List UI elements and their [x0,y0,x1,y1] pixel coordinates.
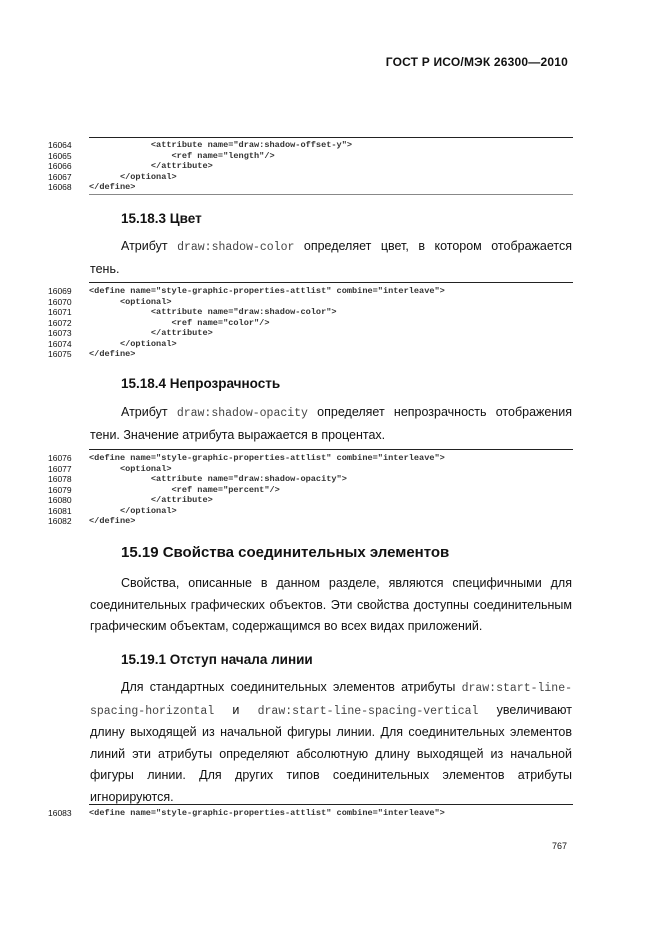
code-line: 16076 <define name="style-graphic-properties-attlist" combine="interleave"> [48,453,445,463]
code-line: 16068 </define> [48,182,136,192]
section-heading-15-19-1: 15.19.1 Отступ начала линии [121,652,313,667]
code-line: 16074 </optional> [48,338,177,349]
code-line: 16066 </attribute> [48,161,213,171]
section-heading-15-18-4: 15.18.4 Непрозрачность [121,376,281,391]
code-line: 16082 </define> [48,516,136,526]
code-line: 16069 <define name="style-graphic-properties-attlist" combine="interleave"> [48,286,445,296]
paragraph-15-19-1: Для стандартных соединительных элементов атрибуты draw:start-line- spacing-horizontal и draw:start-line-spacing-vertical увеличивают длину выходящей из начальной фигуры линии. Для соединительных элементов линий эти атрибуты определяют абсолютную длину выходящей из начальной фигуры линии. Для других типов соединительных элементов атрибуты игнорируются. [90,680,573,804]
paragraph-15-18-4: Атрибут draw:shadow-opacity определяет непрозрачность отображения тени. Значение атрибута выражается в процентах. [90,405,572,442]
section-heading-15-18-3: 15.18.3 Цвет [121,211,202,226]
code-rule-top [89,804,573,805]
code-line: 16065 <ref name="length"/> [48,150,275,161]
code-block-4 [48,804,573,819]
code-line: 16073 </attribute> [48,328,213,338]
code-rule-bottom [89,194,573,195]
code-rule-top [89,449,573,450]
code-block-3 [48,449,573,527]
code-line: 16071 <attribute name="draw:shadow-color"> [48,307,337,317]
code-line: 16067 </optional> [48,171,177,182]
code-rule-top [89,137,573,138]
code-line: 16080 </attribute> [48,495,213,505]
code-line: 16081 </optional> [48,505,177,516]
code-line: 16078 <attribute name="draw:shadow-opacity"> [48,474,347,484]
code-line: 16064 <attribute name="draw:shadow-offset-y"> [48,140,353,150]
paragraph-15-18-3: Атрибут draw:shadow-color определяет цвет, в котором отображается тень. [90,239,572,276]
code-line: 16079 <ref name="percent"/> [48,484,280,495]
paragraph-15-19: Свойства, описанные в данном разделе, являются специфичными для соединительных графических объектов. Эти свойства доступны соединительным графическим объектам, содержащимся во всех видах приложений. [90,576,572,633]
document-header: ГОСТ Р ИСО/МЭК 26300—2010 [385,55,568,69]
section-heading-15-19: 15.19 Свойства соединительных элементов [121,544,450,561]
code-line: 16070 <optional> [48,296,172,307]
code-line: 16072 <ref name="color"/> [48,317,270,328]
code-line: 16075 </define> [48,349,136,359]
code-line: 16083 <define name="style-graphic-properties-attlist" combine="interleave"> [48,808,445,818]
code-line: 16077 <optional> [48,463,172,474]
code-rule-top [89,282,573,283]
code-block-2 [48,282,573,360]
code-block-1 [48,137,573,195]
page-number: 767 [551,841,567,851]
